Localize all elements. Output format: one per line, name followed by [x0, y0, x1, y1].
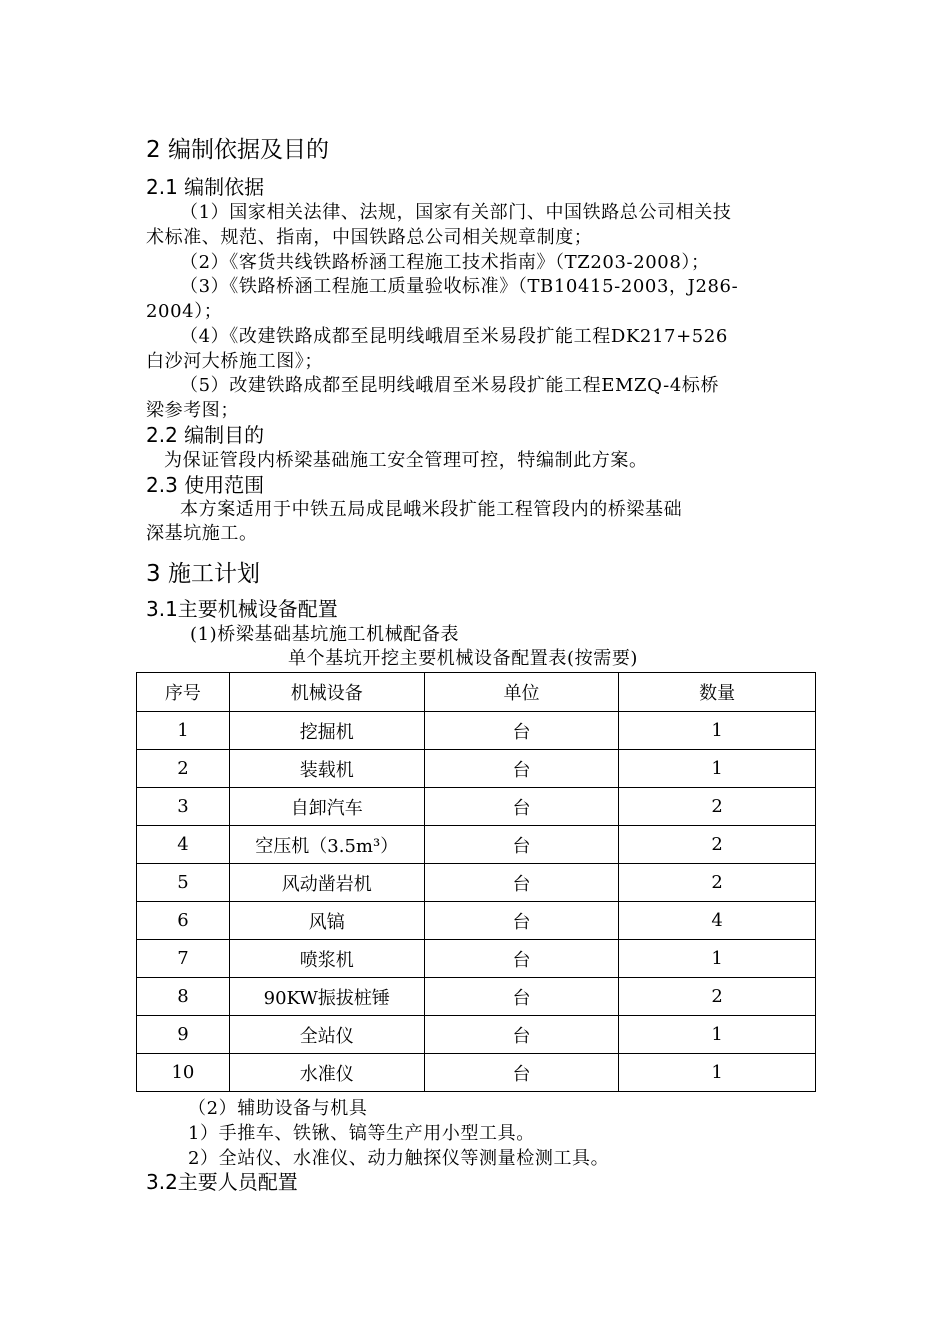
cell-unit: 台 [424, 788, 619, 826]
section-3-heading: 3 施工计划 [146, 561, 260, 587]
basis-item-5: （5）改建铁路成都至昆明线峨眉至米易段扩能工程EMZQ-4标桥 [180, 375, 720, 396]
section-2-2-heading: 2.2 编制目的 [146, 423, 265, 447]
table-row [137, 978, 816, 1016]
cell-index: 3 [137, 788, 230, 826]
header-equipment: 机械设备 [229, 673, 424, 712]
basis-item-1: （1）国家相关法律、法规，国家有关部门、中国铁路总公司相关技 [180, 202, 732, 223]
header-index: 序号 [137, 673, 230, 712]
cell-quantity: 1 [619, 940, 816, 978]
table-row [137, 826, 816, 864]
cell-equipment: 风动凿岩机 [229, 864, 424, 902]
scope-text: 本方案适用于中铁五局成昆峨米段扩能工程管段内的桥梁基础 [180, 499, 683, 520]
cell-quantity: 4 [619, 902, 816, 940]
table-row [137, 940, 816, 978]
cell-quantity: 1 [619, 1054, 816, 1092]
section-2-heading: 2 编制依据及目的 [146, 137, 329, 163]
cell-equipment: 空压机（3.5m³） [229, 826, 424, 864]
basis-item-2: （2）《客货共线铁路桥涵工程施工技术指南》（TZ203-2008）； [180, 252, 710, 273]
table-row [137, 864, 816, 902]
table-row [137, 1054, 816, 1092]
section-3-1-heading: 3.1主要机械设备配置 [146, 597, 338, 621]
aux-item-2: 2）全站仪、水准仪、动力触探仪等测量检测工具。 [188, 1148, 610, 1169]
cell-index: 9 [137, 1016, 230, 1054]
cell-quantity: 2 [619, 826, 816, 864]
cell-quantity: 2 [619, 788, 816, 826]
basis-item-1-cont: 术标准、规范、指南，中国铁路总公司相关规章制度； [146, 227, 593, 248]
cell-index: 7 [137, 940, 230, 978]
cell-equipment: 90KW振拔桩锤 [229, 978, 424, 1016]
cell-equipment: 自卸汽车 [229, 788, 424, 826]
table-caption: 单个基坑开挖主要机械设备配置表(按需要) [288, 648, 639, 669]
cell-index: 1 [137, 712, 230, 750]
section-2-3-heading: 2.3 使用范围 [146, 473, 265, 497]
section-2-1-heading: 2.1 编制依据 [146, 175, 265, 199]
table-row [137, 788, 816, 826]
header-quantity: 数量 [619, 673, 816, 712]
cell-quantity: 1 [619, 1016, 816, 1054]
basis-item-4: （4）《改建铁路成都至昆明线峨眉至米易段扩能工程DK217+526 [180, 326, 728, 347]
cell-index: 6 [137, 902, 230, 940]
cell-unit: 台 [424, 864, 619, 902]
cell-equipment: 全站仪 [229, 1016, 424, 1054]
cell-unit: 台 [424, 940, 619, 978]
cell-unit: 台 [424, 1054, 619, 1092]
cell-unit: 台 [424, 902, 619, 940]
table-row [137, 902, 816, 940]
cell-unit: 台 [424, 826, 619, 864]
header-unit: 单位 [424, 673, 619, 712]
aux-equipment-heading: （2）辅助设备与机具 [188, 1098, 368, 1119]
cell-unit: 台 [424, 750, 619, 788]
cell-equipment: 装载机 [229, 750, 424, 788]
cell-quantity: 2 [619, 978, 816, 1016]
cell-quantity: 2 [619, 864, 816, 902]
cell-equipment: 水准仪 [229, 1054, 424, 1092]
table-row [137, 712, 816, 750]
table-row [137, 1016, 816, 1054]
cell-equipment: 挖掘机 [229, 712, 424, 750]
section-3-2-heading: 3.2主要人员配置 [146, 1170, 298, 1194]
cell-index: 4 [137, 826, 230, 864]
equipment-table [136, 672, 816, 1092]
cell-index: 5 [137, 864, 230, 902]
basis-item-5-cont: 梁参考图； [146, 400, 239, 421]
table-row [137, 750, 816, 788]
purpose-text: 为保证管段内桥梁基础施工安全管理可控，特编制此方案。 [164, 450, 648, 471]
cell-unit: 台 [424, 978, 619, 1016]
cell-index: 2 [137, 750, 230, 788]
aux-item-1: 1）手推车、铁锹、镐等生产用小型工具。 [188, 1123, 535, 1144]
cell-index: 8 [137, 978, 230, 1016]
equipment-table-intro: (1)桥梁基础基坑施工机械配备表 [190, 624, 460, 645]
cell-unit: 台 [424, 712, 619, 750]
basis-item-4-cont: 白沙河大桥施工图》； [146, 351, 323, 372]
cell-unit: 台 [424, 1016, 619, 1054]
cell-quantity: 1 [619, 712, 816, 750]
basis-item-3: （3）《铁路桥涵工程施工质量验收标准》（TB10415-2003，J286- [180, 276, 739, 297]
scope-text-cont: 深基坑施工。 [146, 523, 258, 544]
basis-item-3-cont: 2004）； [146, 301, 223, 322]
cell-index: 10 [137, 1054, 230, 1092]
cell-quantity: 1 [619, 750, 816, 788]
table-header-row [137, 673, 816, 712]
cell-equipment: 风镐 [229, 902, 424, 940]
cell-equipment: 喷浆机 [229, 940, 424, 978]
